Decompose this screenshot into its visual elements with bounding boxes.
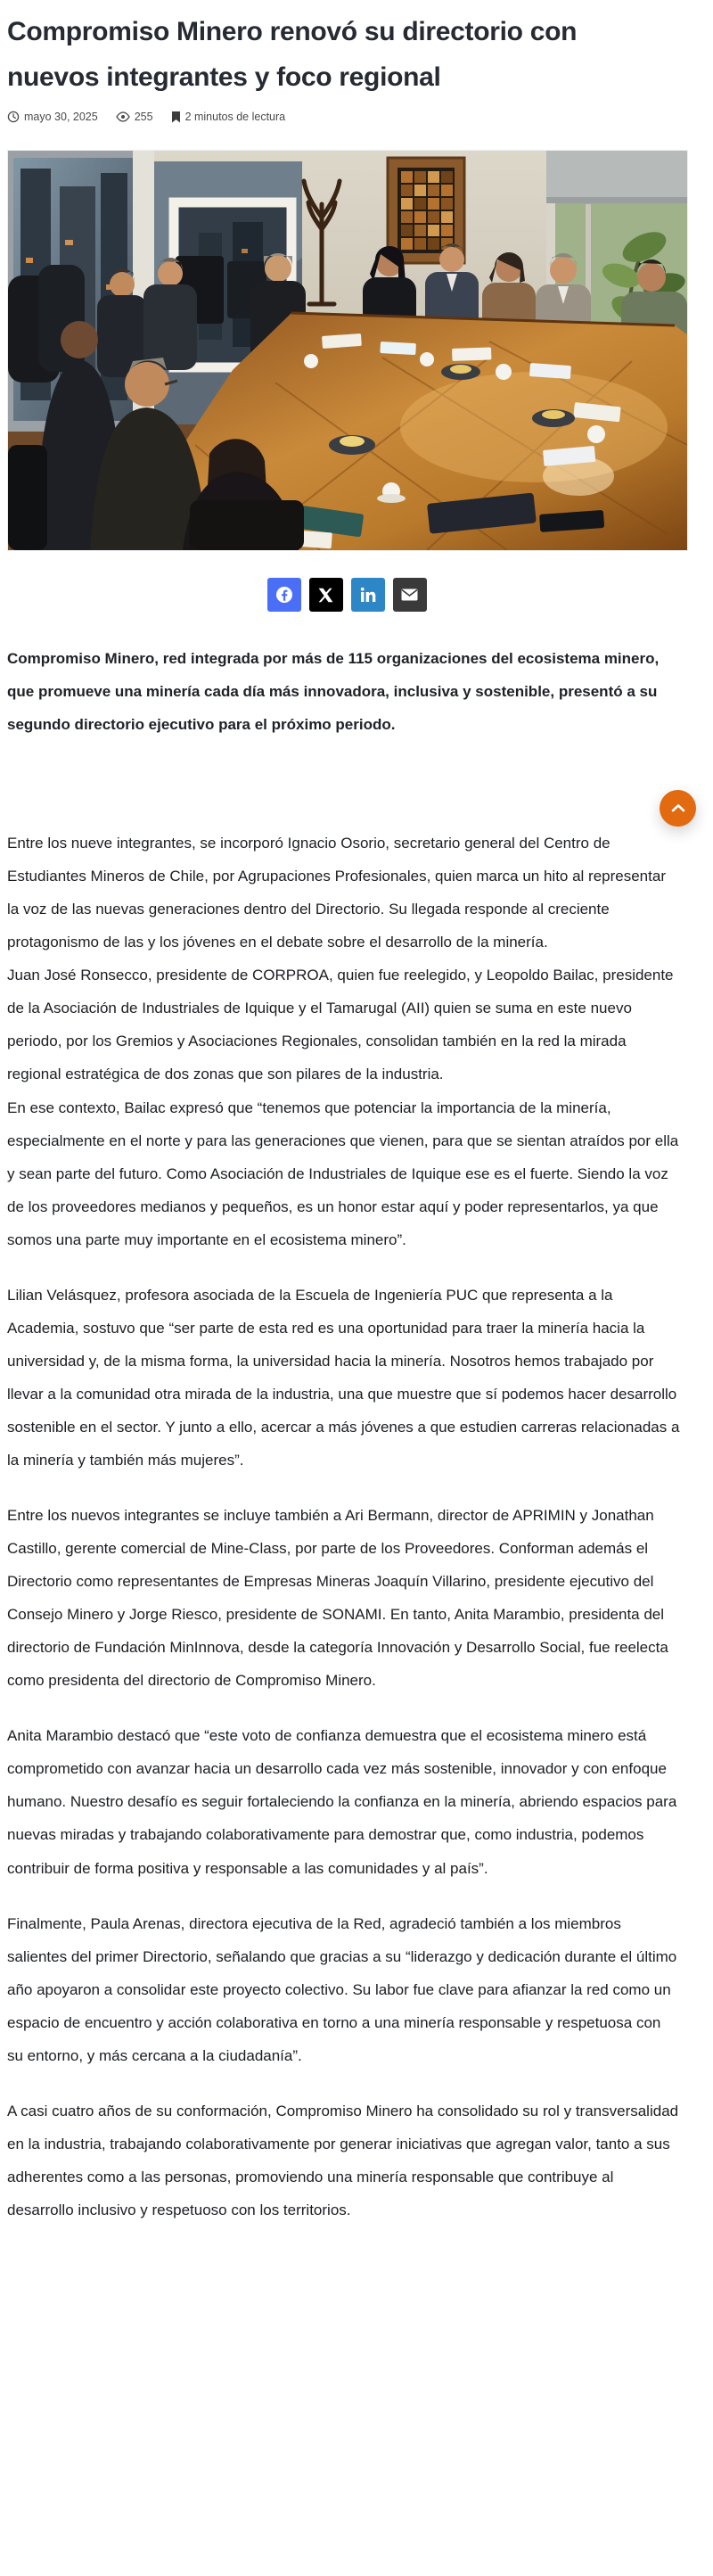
article-paragraph: En ese contexto, Bailac expresó que “tenemos que potenciar la importancia de la minería, especialmente en el norte y para las generaciones que vienen, para que se sientan atraídos por ella y sean parte del futuro. Como Asociación de Industriales de Iquique ese es el fuerte. Siendo la voz de los proveedores medianos y pequeños, es un honor estar aquí y poder representarlos, ya que somos una parte muy importante en el ecosistema minero”. [7, 1099, 679, 1248]
chevron-up-icon [671, 802, 685, 815]
share-linkedin-button[interactable] [351, 578, 385, 612]
meta-date: mayo 30, 2025 [7, 111, 98, 123]
envelope-icon [401, 588, 418, 601]
article-paragraph: Entre los nueve integrantes, se incorporó Ignacio Osorio, secretario general del Centro de Estudiantes Mineros de Chile, por Agrupaciones Profesionales, quien marca un hito al representar la voz de las nuevas generaciones dentro del Directorio. Su llegada responde al creciente protagonismo de las y los jóvenes en el debate sobre el desarrollo de la minería. [7, 835, 666, 951]
page-title: Compromiso Minero renovó su directorio con nuevos integrantes y foco regional [7, 17, 578, 92]
article-meta [7, 111, 686, 123]
article-paragraph: Entre los nuevos integrantes se incluye también a Ari Bermann, director de APRIMIN y Jonathan Castillo, gerente comercial de Mine-Class, por parte de los Proveedores. Conforman además el Directorio como representantes de Empresas Mineras Joaquín Villarino, presidente ejecutivo del Consejo Minero y Jorge Riesco, presidente de SONAMI. En tanto, Anita Marambio, presidenta del directorio de Fundación MinInnova, desde la categoría Innovación y Desarrollo Social, fue reelecta como presidenta del directorio de Compromiso Minero. [7, 1507, 668, 1690]
meta-read-time: 2 minutos de lectura [171, 111, 286, 123]
article-paragraph: Juan José Ronsecco, presidente de CORPROA, quien fue reelegido, y Leopoldo Bailac, presidente de la Asociación de Industriales de Iquique y el Tamarugal (AII) quien se suma en este nuevo periodo, por los Gremios y Asociaciones Regionales, consolidan también en la red la mirada regional estratégica de dos zonas que son pilares de la industria. [7, 967, 674, 1083]
clock-icon [7, 111, 20, 123]
article-paragraph: Finalmente, Paula Arenas, directora ejecutiva de la Red, agradeció también a los miembros salientes del primer Directorio, señalando que gracias a su “liderazgo y dedicación durante el último año apoyaron a consolidar este proyecto colectivo. Su labor fue clave para afianzar la red como un espacio de encuentro y acción colaborativa en torno a una minería responsable y respetuosa con su entorno, y más cercana a la ciudadanía”. [7, 1914, 677, 2064]
article-intro: Compromiso Minero, red integrada por más de 115 organizaciones del ecosistema minero, que promueve una minería cada día más innovadora, inclusiva y sostenible, presentó a su segundo directorio ejecutivo para el próximo periodo. [7, 650, 660, 734]
hero-image [7, 150, 688, 551]
chair-arm [8, 445, 47, 550]
facebook-icon [275, 586, 293, 604]
share-email-button[interactable] [393, 578, 427, 612]
article-body [7, 827, 680, 2226]
x-twitter-icon-button[interactable] [309, 578, 343, 612]
eye-icon [116, 111, 130, 122]
linkedin-icon [360, 587, 376, 603]
boardroom-photo [8, 151, 687, 550]
back-to-top-button[interactable] [660, 790, 696, 827]
meta-views: 255 [116, 111, 153, 123]
share-buttons [7, 578, 686, 612]
article-paragraph: Lilian Velásquez, profesora asociada de la Escuela de Ingeniería PUC que representa a la Academia, sostuvo que “ser parte de esta red es una oportunidad para traer la minería hacia la universidad y, de la misma forma, la universidad hacia la minería. Nosotros hemos trabajado por llevar a la comunidad otra mirada de la industria, una que muestre que sí podemos hacer desarrollo sostenible en el sector. Y junto a ello, acercar a más jóvenes a que estudien carreras relacionadas a la minería y también más mujeres”. [7, 1286, 680, 1469]
x-icon [318, 588, 333, 603]
bookmark-icon [171, 111, 181, 123]
share-facebook-button[interactable] [267, 578, 301, 612]
article-paragraph: A casi cuatro años de su conformación, Compromiso Minero ha consolidado su rol y transversalidad en la industria, trabajando colaborativamente por generar iniciativas que agregan valor, tanto a sus adherentes como a las personas, promoviendo una minería responsable que contribuye al desarrollo inclusivo y respetuoso con los territorios. [7, 2102, 679, 2218]
article-paragraph: Anita Marambio destacó que “este voto de confianza demuestra que el ecosistema minero está comprometido con avanzar hacia un desarrollo cada vez más sostenible, innovador y con enfoque humano. Nuestro desafío es seguir fortaleciendo la confianza en la minería, abriendo espacios para nuevas miradas y trabajando colaborativamente para demostrar que, como industria, podemos contribuir de forma positiva y responsable a las comunidades y al país”. [7, 1727, 677, 1877]
